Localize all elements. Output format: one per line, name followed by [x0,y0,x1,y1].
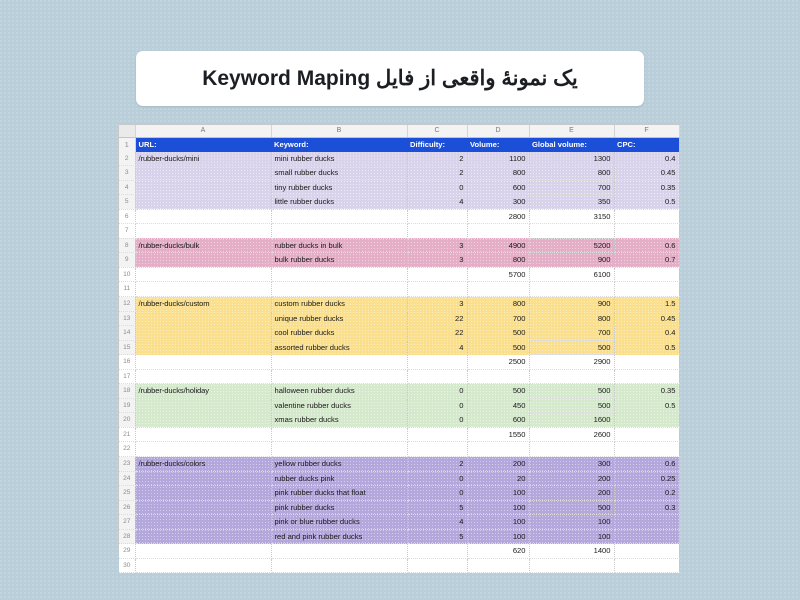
cell-difficulty[interactable]: 4 [407,340,467,355]
cell-empty[interactable] [407,224,467,239]
cell-difficulty[interactable]: 2 [407,152,467,166]
cell-empty[interactable] [614,209,679,224]
cell-url[interactable] [135,471,271,486]
row-number[interactable]: 27 [119,515,135,530]
cell-url[interactable] [135,340,271,355]
column-header-f[interactable]: F [614,125,679,138]
cell-url[interactable] [135,326,271,341]
header-cell-url: URL: [135,138,271,152]
cell-keyword[interactable]: rubber ducks pink [271,471,407,486]
cell-cpc[interactable] [614,529,679,544]
cell-global[interactable]: 800 [529,311,614,326]
cell-difficulty[interactable]: 3 [407,253,467,268]
header-row[interactable] [119,138,679,152]
cell-empty[interactable] [529,282,614,297]
total-volume[interactable]: 5700 [467,267,529,282]
cell-volume[interactable]: 800 [467,253,529,268]
cell-global[interactable]: 350 [529,195,614,210]
table-row[interactable] [119,297,679,312]
cell-keyword[interactable]: bulk rubber ducks [271,253,407,268]
row-number[interactable]: 14 [119,326,135,341]
row-number[interactable]: 9 [119,253,135,268]
cell-global[interactable]: 500 [529,398,614,413]
cell-url[interactable]: /rubber-ducks/mini [135,152,271,166]
cell-empty[interactable] [614,427,679,442]
cell-difficulty[interactable]: 22 [407,311,467,326]
cell-url[interactable]: /rubber-ducks/bulk [135,238,271,253]
cell-cpc[interactable]: 0.4 [614,326,679,341]
table-row[interactable] [119,340,679,355]
table-row[interactable] [119,238,679,253]
cell-cpc[interactable]: 0.7 [614,253,679,268]
cell-empty[interactable] [271,369,407,384]
cell-url[interactable] [135,500,271,515]
total-global[interactable]: 1400 [529,544,614,559]
cell-volume[interactable]: 1100 [467,152,529,166]
cell-global[interactable]: 500 [529,500,614,515]
cell-global[interactable]: 900 [529,297,614,312]
cell-keyword[interactable]: valentine rubber ducks [271,398,407,413]
cell-empty[interactable] [135,544,271,559]
table-row[interactable] [119,413,679,428]
keyword-mapping-table[interactable] [119,125,680,573]
row-number[interactable]: 21 [119,427,135,442]
cell-keyword[interactable]: rubber ducks in bulk [271,238,407,253]
cell-keyword[interactable]: halloween rubber ducks [271,384,407,399]
cell-difficulty[interactable]: 3 [407,238,467,253]
cell-difficulty[interactable]: 5 [407,500,467,515]
total-global[interactable]: 6100 [529,267,614,282]
cell-difficulty[interactable]: 2 [407,166,467,181]
cell-global[interactable]: 100 [529,529,614,544]
cell-keyword[interactable]: cool rubber ducks [271,326,407,341]
row-number[interactable]: 10 [119,267,135,282]
cell-empty[interactable] [614,267,679,282]
cell-keyword[interactable]: pink or blue rubber ducks [271,515,407,530]
cell-global[interactable]: 100 [529,515,614,530]
header-cell-keyword: Keyword: [271,138,407,152]
cell-global[interactable]: 300 [529,457,614,472]
cell-global[interactable]: 800 [529,166,614,181]
header-cell-global-volume: Global volume: [529,138,614,152]
cell-empty[interactable] [271,427,407,442]
cell-difficulty[interactable]: 22 [407,326,467,341]
title-card [136,51,644,106]
table-row[interactable] [119,326,679,341]
cell-volume[interactable]: 450 [467,398,529,413]
cell-url[interactable] [135,413,271,428]
cell-url[interactable] [135,398,271,413]
cell-empty[interactable] [271,558,407,573]
cell-empty[interactable] [407,442,467,457]
row-number[interactable]: 17 [119,369,135,384]
cell-empty[interactable] [271,442,407,457]
cell-empty[interactable] [407,544,467,559]
row-number[interactable]: 1 [119,138,135,152]
cell-global[interactable]: 1300 [529,152,614,166]
cell-empty[interactable] [135,558,271,573]
cell-empty[interactable] [135,355,271,370]
cell-global[interactable]: 5200 [529,238,614,253]
select-all-corner[interactable] [119,125,135,138]
page-title: یک نمونهٔ واقعی از فایل Keyword Maping [202,67,578,90]
row-number[interactable]: 4 [119,180,135,195]
cell-cpc[interactable]: 0.45 [614,311,679,326]
column-header-e[interactable]: E [529,125,614,138]
cell-empty[interactable] [614,224,679,239]
cell-empty[interactable] [135,282,271,297]
row-number[interactable]: 29 [119,544,135,559]
cell-volume[interactable]: 100 [467,500,529,515]
cell-cpc[interactable]: 0.2 [614,486,679,501]
cell-empty[interactable] [467,442,529,457]
cell-url[interactable]: /rubber-ducks/holiday [135,384,271,399]
total-volume[interactable]: 2800 [467,209,529,224]
cell-empty[interactable] [529,558,614,573]
cell-url[interactable]: /rubber-ducks/colors [135,457,271,472]
cell-empty[interactable] [407,355,467,370]
cell-volume[interactable]: 100 [467,515,529,530]
header-cell-cpc: CPC: [614,138,679,152]
cell-empty[interactable] [529,442,614,457]
cell-url[interactable] [135,515,271,530]
row-number[interactable]: 13 [119,311,135,326]
row-number[interactable]: 26 [119,500,135,515]
cell-volume[interactable]: 500 [467,326,529,341]
cell-keyword[interactable]: pink rubber ducks that float [271,486,407,501]
cell-keyword[interactable]: small rubber ducks [271,166,407,181]
table-row[interactable] [119,471,679,486]
cell-global[interactable]: 1600 [529,413,614,428]
table-row[interactable] [119,486,679,501]
cell-empty[interactable] [135,369,271,384]
cell-url[interactable]: /rubber-ducks/custom [135,297,271,312]
cell-empty[interactable] [614,558,679,573]
cell-empty[interactable] [407,267,467,282]
cell-empty[interactable] [407,369,467,384]
cell-volume[interactable]: 100 [467,486,529,501]
column-header-c[interactable]: C [407,125,467,138]
table-row[interactable] [119,384,679,399]
cell-empty[interactable] [271,355,407,370]
row-number[interactable]: 23 [119,457,135,472]
cell-difficulty[interactable]: 3 [407,297,467,312]
cell-keyword[interactable]: custom rubber ducks [271,297,407,312]
total-global[interactable]: 2600 [529,427,614,442]
row-number[interactable]: 25 [119,486,135,501]
cell-global[interactable]: 700 [529,180,614,195]
cell-empty[interactable] [614,369,679,384]
cell-empty[interactable] [467,282,529,297]
row-number[interactable]: 3 [119,166,135,181]
cell-cpc[interactable]: 0.3 [614,500,679,515]
cell-url[interactable] [135,180,271,195]
cell-difficulty[interactable]: 0 [407,486,467,501]
cell-url[interactable] [135,486,271,501]
cell-keyword[interactable]: xmas rubber ducks [271,413,407,428]
spacer-row[interactable] [119,369,679,384]
cell-cpc[interactable] [614,515,679,530]
cell-cpc[interactable]: 0.25 [614,471,679,486]
cell-volume[interactable]: 100 [467,529,529,544]
cell-keyword[interactable]: assorted rubber ducks [271,340,407,355]
cell-global[interactable]: 500 [529,384,614,399]
row-number[interactable]: 22 [119,442,135,457]
total-volume[interactable]: 2500 [467,355,529,370]
table-row[interactable] [119,253,679,268]
table-row[interactable] [119,500,679,515]
column-header-b[interactable]: B [271,125,407,138]
cell-global[interactable]: 200 [529,486,614,501]
cell-empty[interactable] [407,282,467,297]
cell-keyword[interactable]: pink rubber ducks [271,500,407,515]
cell-global[interactable]: 200 [529,471,614,486]
cell-volume[interactable]: 200 [467,457,529,472]
column-header-a[interactable]: A [135,125,271,138]
cell-empty[interactable] [271,282,407,297]
cell-volume[interactable]: 800 [467,297,529,312]
cell-keyword[interactable]: mini rubber ducks [271,152,407,166]
cell-cpc[interactable]: 0.35 [614,180,679,195]
row-number[interactable]: 19 [119,398,135,413]
spreadsheet[interactable] [118,124,680,569]
row-number[interactable]: 24 [119,471,135,486]
cell-empty[interactable] [614,442,679,457]
cell-cpc[interactable]: 0.6 [614,238,679,253]
cell-empty[interactable] [467,224,529,239]
cell-url[interactable] [135,253,271,268]
cell-volume[interactable]: 500 [467,384,529,399]
cell-volume[interactable]: 20 [467,471,529,486]
row-number[interactable]: 6 [119,209,135,224]
column-header-d[interactable]: D [467,125,529,138]
row-number[interactable]: 20 [119,413,135,428]
total-volume[interactable]: 1550 [467,427,529,442]
cell-volume[interactable]: 300 [467,195,529,210]
table-row[interactable] [119,457,679,472]
cell-volume[interactable]: 600 [467,180,529,195]
cell-volume[interactable]: 800 [467,166,529,181]
cell-keyword[interactable]: little rubber ducks [271,195,407,210]
spacer-row[interactable] [119,442,679,457]
cell-empty[interactable] [135,209,271,224]
cell-cpc[interactable]: 0.5 [614,195,679,210]
cell-empty[interactable] [407,209,467,224]
cell-empty[interactable] [271,209,407,224]
total-row[interactable] [119,427,679,442]
cell-volume[interactable]: 700 [467,311,529,326]
row-number[interactable]: 5 [119,195,135,210]
cell-empty[interactable] [135,267,271,282]
cell-difficulty[interactable]: 0 [407,384,467,399]
cell-empty[interactable] [271,224,407,239]
row-number[interactable]: 11 [119,282,135,297]
row-number[interactable]: 2 [119,152,135,166]
cell-url[interactable] [135,311,271,326]
cell-difficulty[interactable]: 0 [407,413,467,428]
cell-url[interactable] [135,529,271,544]
cell-empty[interactable] [407,427,467,442]
cell-global[interactable]: 900 [529,253,614,268]
cell-volume[interactable]: 500 [467,340,529,355]
cell-global[interactable]: 700 [529,326,614,341]
cell-difficulty[interactable]: 0 [407,398,467,413]
cell-cpc[interactable]: 1.5 [614,297,679,312]
cell-volume[interactable]: 600 [467,413,529,428]
row-number[interactable]: 16 [119,355,135,370]
cell-keyword[interactable]: tiny rubber ducks [271,180,407,195]
spacer-row[interactable] [119,558,679,573]
cell-empty[interactable] [135,224,271,239]
cell-empty[interactable] [271,267,407,282]
header-cell-difficulty: Difficulty: [407,138,467,152]
row-number[interactable]: 30 [119,558,135,573]
cell-empty[interactable] [467,558,529,573]
cell-difficulty[interactable]: 5 [407,529,467,544]
cell-empty[interactable] [135,442,271,457]
row-number[interactable]: 12 [119,297,135,312]
cell-keyword[interactable]: red and pink rubber ducks [271,529,407,544]
table-row[interactable] [119,152,679,166]
cell-empty[interactable] [614,355,679,370]
cell-difficulty[interactable]: 0 [407,471,467,486]
table-row[interactable] [119,398,679,413]
cell-empty[interactable] [467,369,529,384]
total-row[interactable] [119,355,679,370]
row-number[interactable]: 18 [119,384,135,399]
row-number[interactable]: 28 [119,529,135,544]
total-row[interactable] [119,544,679,559]
cell-difficulty[interactable]: 0 [407,180,467,195]
table-row[interactable] [119,515,679,530]
cell-volume[interactable]: 4900 [467,238,529,253]
table-row[interactable] [119,166,679,181]
cell-empty[interactable] [614,544,679,559]
table-row[interactable] [119,195,679,210]
cell-cpc[interactable]: 0.35 [614,384,679,399]
cell-empty[interactable] [614,282,679,297]
table-row[interactable] [119,311,679,326]
cell-empty[interactable] [271,544,407,559]
total-volume[interactable]: 620 [467,544,529,559]
row-number[interactable]: 8 [119,238,135,253]
cell-empty[interactable] [529,224,614,239]
row-number[interactable]: 7 [119,224,135,239]
cell-url[interactable] [135,195,271,210]
cell-empty[interactable] [407,558,467,573]
cell-cpc[interactable]: 0.45 [614,166,679,181]
spacer-row[interactable] [119,224,679,239]
cell-difficulty[interactable]: 4 [407,515,467,530]
total-global[interactable]: 2900 [529,355,614,370]
cell-empty[interactable] [529,369,614,384]
cell-url[interactable] [135,166,271,181]
cell-difficulty[interactable]: 2 [407,457,467,472]
total-row[interactable] [119,209,679,224]
cell-cpc[interactable] [614,413,679,428]
table-row[interactable] [119,180,679,195]
row-number[interactable]: 15 [119,340,135,355]
total-global[interactable]: 3150 [529,209,614,224]
header-cell-volume: Volume: [467,138,529,152]
cell-cpc[interactable]: 0.5 [614,398,679,413]
cell-cpc[interactable]: 0.4 [614,152,679,166]
column-letter-row [119,125,679,138]
cell-cpc[interactable]: 0.6 [614,457,679,472]
cell-keyword[interactable]: yellow rubber ducks [271,457,407,472]
cell-global[interactable]: 500 [529,340,614,355]
spacer-row[interactable] [119,282,679,297]
cell-keyword[interactable]: unique rubber ducks [271,311,407,326]
cell-difficulty[interactable]: 4 [407,195,467,210]
table-row[interactable] [119,529,679,544]
cell-cpc[interactable]: 0.5 [614,340,679,355]
cell-empty[interactable] [135,427,271,442]
total-row[interactable] [119,267,679,282]
